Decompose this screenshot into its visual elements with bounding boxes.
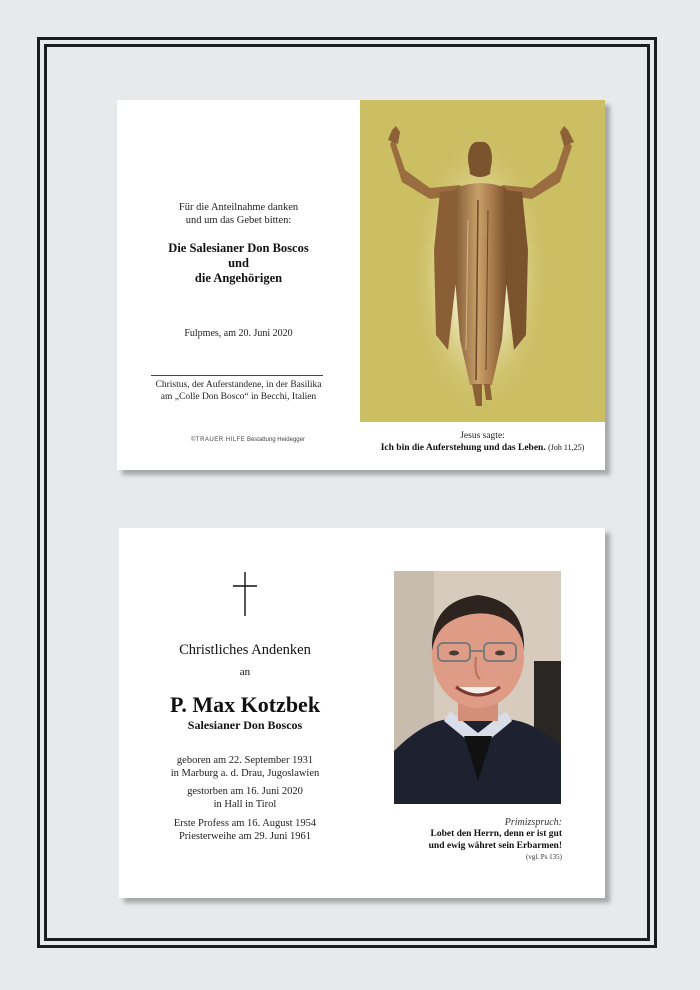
portrait-icon (394, 571, 561, 804)
ordination: Priesterweihe am 29. Juni 1961 (178, 831, 312, 842)
thanks-line-2: und um das Gebet bitten: (185, 215, 292, 226)
quote-reference: (Joh 11,25) (548, 443, 585, 452)
image-caption-line-1: Christus, der Auferstandene, in der Basilika (155, 380, 322, 390)
death-date: gestorben am 16. Juni 2020 (187, 786, 303, 797)
image-caption-line-2: am „Colle Don Bosco“ in Becchi, Italien (160, 392, 317, 402)
thank-you-card (117, 100, 605, 470)
primiz-line-2: und ewig währet sein Erbarmen! (428, 841, 562, 851)
birth-place: in Marburg a. d. Drau, Jugoslawien (170, 768, 320, 779)
bible-quote (360, 443, 605, 453)
memorial-an: an (239, 666, 251, 678)
birth-date: geboren am 22. September 1931 (176, 755, 314, 766)
thanks-line-1: Für die Anteilnahme danken (178, 202, 299, 213)
names-line-3: die Angehörigen (194, 271, 283, 285)
primiz-line-1: Lobet den Herrn, denn er ist gut (430, 829, 562, 839)
memorial-card (119, 528, 605, 898)
deceased-name: P. Max Kotzbek (169, 692, 321, 717)
names-line-2: und (228, 256, 249, 270)
first-profession: Erste Profess am 16. August 1954 (173, 818, 317, 829)
primiz-reference: (vgl. Ps 135) (526, 853, 562, 861)
latin-cross-icon (233, 572, 257, 616)
quote-text: Ich bin die Auferstehung und das Leben. (380, 443, 546, 453)
credit-text: Bestattung Heidegger (246, 437, 305, 443)
death-place: in Hall in Tirol (213, 799, 277, 810)
jesus-said-label: Jesus sagte: (460, 431, 505, 441)
divider (151, 375, 323, 376)
place-date: Fulpmes, am 20. Juni 2020 (184, 328, 293, 339)
names-line-1: Die Salesianer Don Boscos (168, 241, 309, 255)
credit (191, 437, 305, 443)
memorial-title: Christliches Andenken (179, 642, 311, 658)
deceased-order: Salesianer Don Boscos (187, 718, 303, 732)
primiz-label: Primizspruch: (504, 817, 562, 828)
portrait-photo (394, 571, 561, 804)
risen-christ-image (360, 100, 605, 422)
thank-you-text-panel (117, 100, 360, 470)
risen-christ-statue-icon (360, 100, 605, 422)
trauer-hilfe-logo: ©TRAUER HILFE (191, 437, 246, 443)
